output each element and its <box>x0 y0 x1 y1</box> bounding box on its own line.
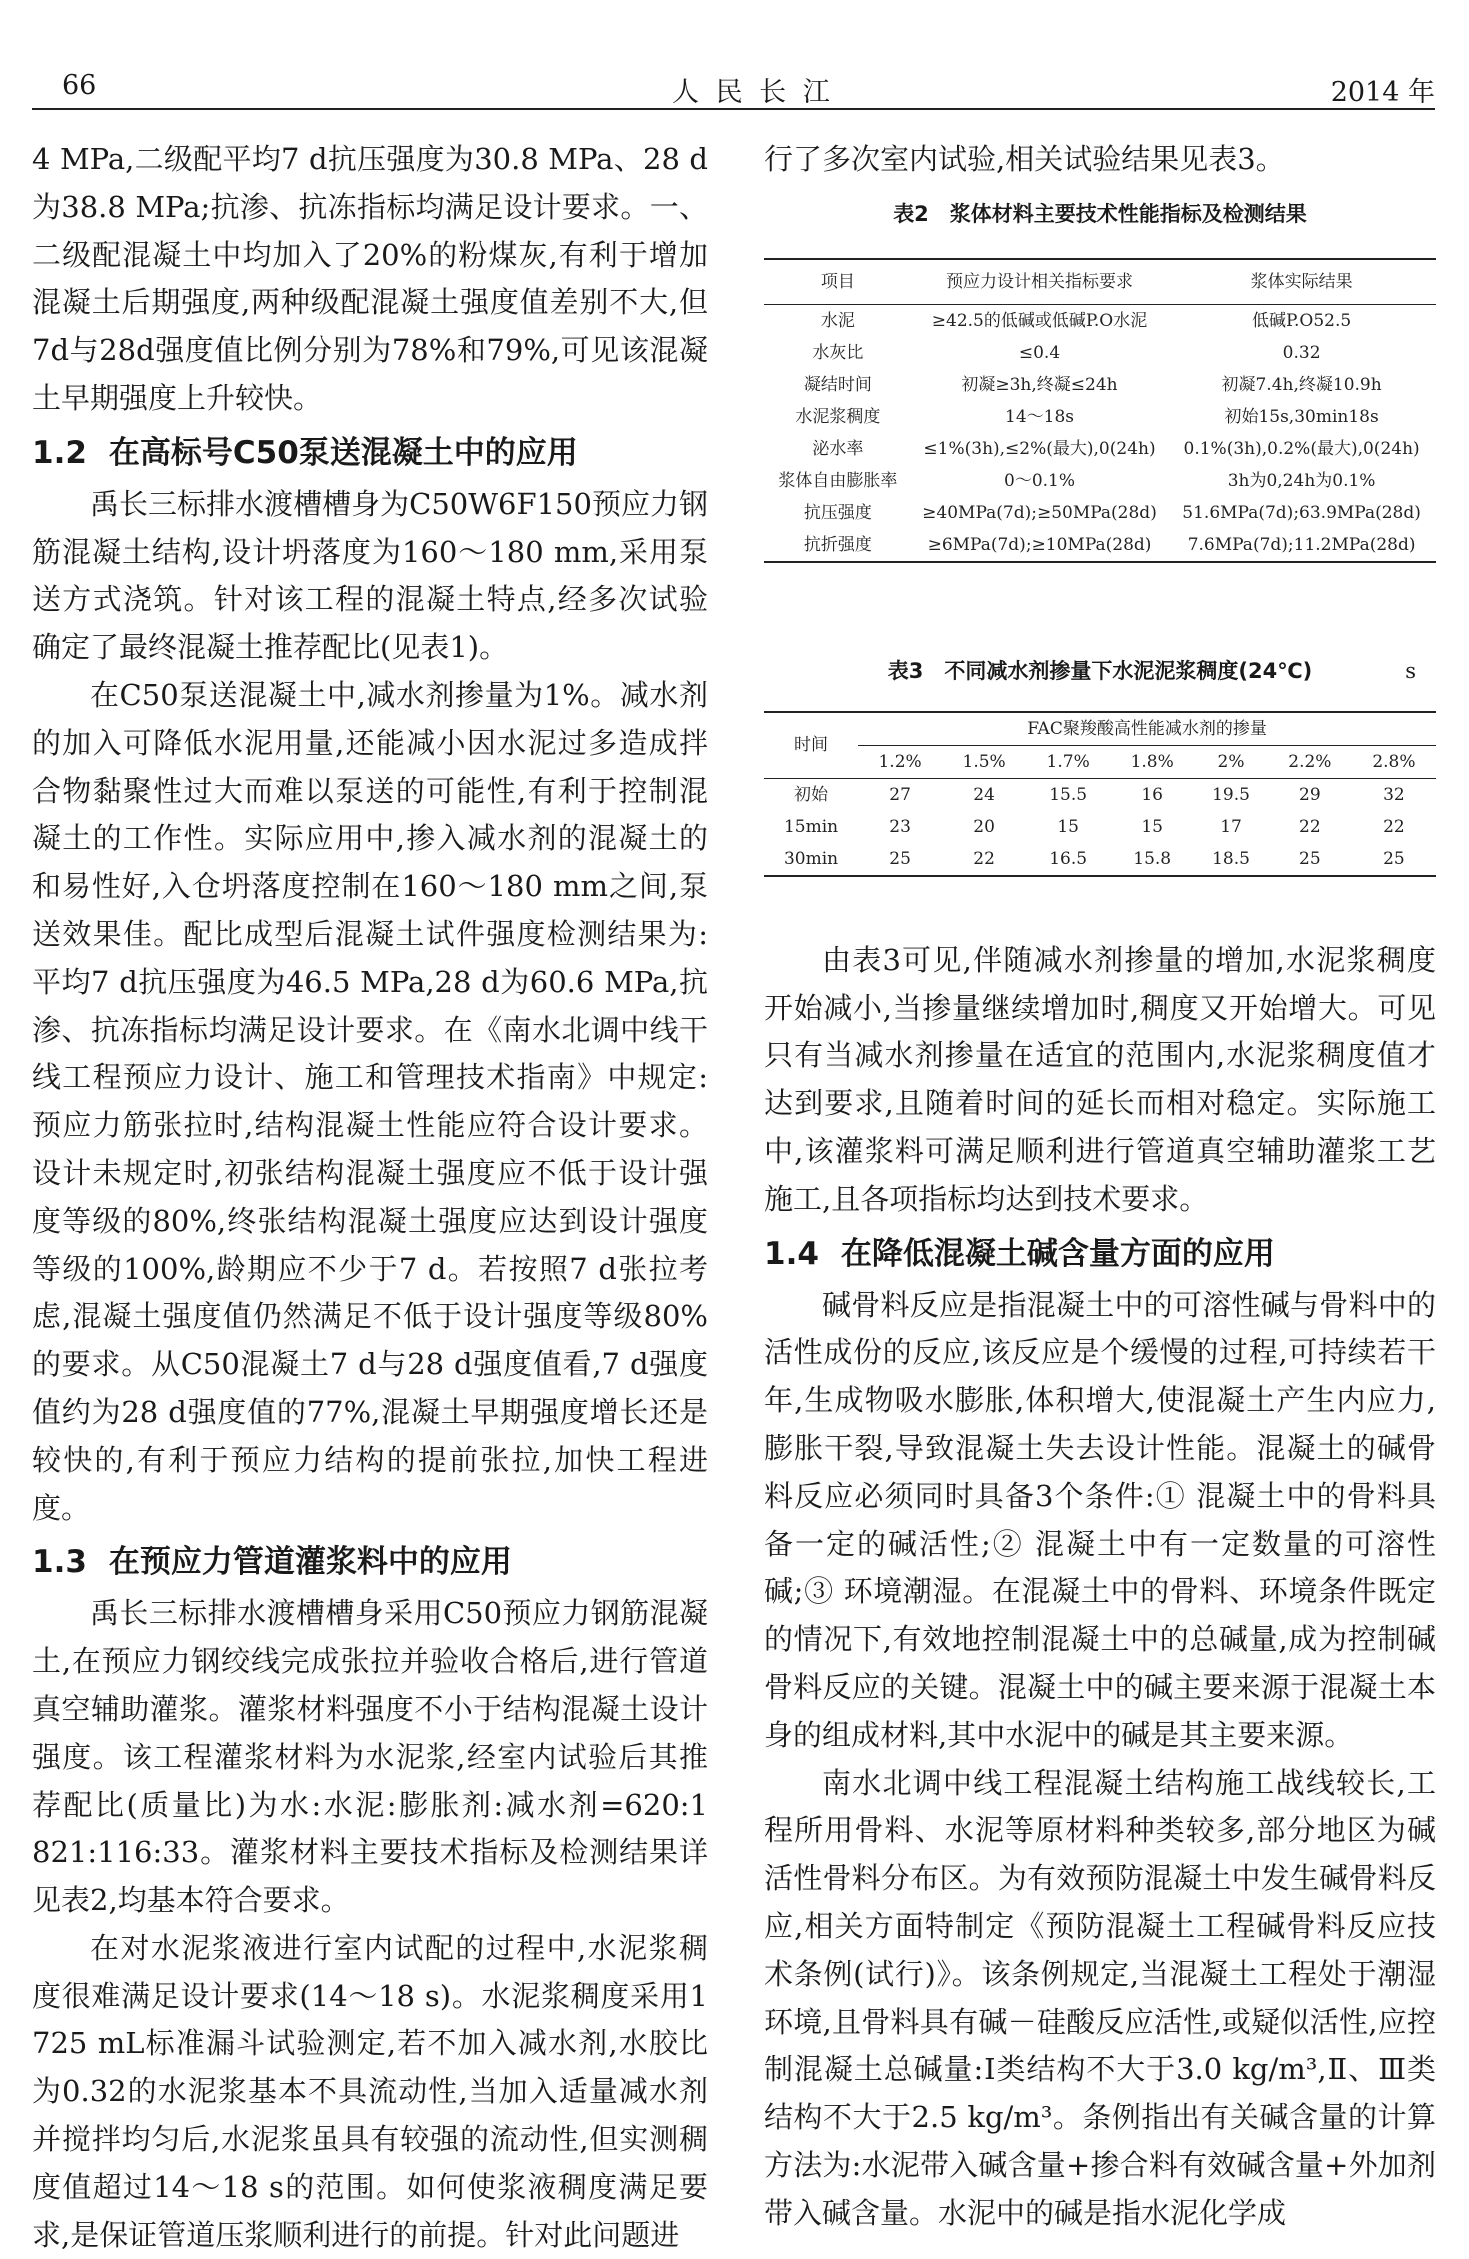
table-row <box>764 433 1436 465</box>
table-row <box>764 529 1436 562</box>
year: 2014 年 <box>1330 77 1435 108</box>
table-cell: 15 <box>1141 816 1163 837</box>
col-header: 项目 <box>764 259 912 305</box>
table-cell: 22 <box>1299 816 1321 837</box>
table-cell: ≤1%(3h),≤2%(最大),0(24h) <box>923 438 1156 459</box>
table-cell: 浆体自由膨胀率 <box>778 470 898 491</box>
table-cell: 23 <box>889 816 911 837</box>
table-cell: 15.5 <box>1049 784 1088 805</box>
table-3-title: 表3 不同减水剂掺量下水泥泥浆稠度(24℃) s <box>764 651 1436 691</box>
table-cell: 24 <box>973 784 995 805</box>
col-header: 2.8% <box>1372 751 1416 772</box>
journal-name: 人 民 长 江 <box>672 77 834 108</box>
paragraph: 禹长三标排水渡槽槽身为C50W6F150预应力钢筋混凝土结构,设计坍落度为160～180 mm,采用泵送方式浇筑。针对该工程的混凝土特点,经多次试验确定了最终混凝土推荐配比(见表1)。 <box>32 486 708 665</box>
table-row <box>764 337 1436 369</box>
page-number: 66 <box>62 70 97 101</box>
paragraph: 在对水泥浆液进行室内试配的过程中,水泥浆稠度很难满足设计要求(14～18 s)。水泥浆稠度采用1 725 mL标准漏斗试验测定,若不加入减水剂,水胶比为0.32的水泥浆基本不具流动性,当加入适量减水剂并搅拌均匀后,水泥浆虽具有较强的流动性,但实测稠度值超过14～18 s的范围。如何使浆液稠度满足要求,是保证管道压浆顺利进行的前提。针对此问题进 <box>32 1930 708 2252</box>
table-row <box>764 843 1436 876</box>
table-cell: 16 <box>1141 784 1163 805</box>
table-cell: 22 <box>1383 816 1405 837</box>
table-cell: 29 <box>1299 784 1321 805</box>
table-cell: 初凝≥3h,终凝≤24h <box>961 374 1118 395</box>
table-cell: 17 <box>1220 816 1242 837</box>
paragraph: 行了多次室内试验,相关试验结果见表3。 <box>764 142 1285 176</box>
table-cell: 水灰比 <box>812 342 864 363</box>
table-cell: 18.5 <box>1212 848 1250 869</box>
table-cell: 抗压强度 <box>803 502 872 523</box>
table-2 <box>764 258 1436 563</box>
table-cell: ≥40MPa(7d);≥50MPa(28d) <box>922 502 1157 523</box>
table-cell: 15.8 <box>1133 848 1172 869</box>
table-row <box>764 465 1436 497</box>
table-2-title: 表2 浆体材料主要技术性能指标及检测结果 <box>893 201 1307 226</box>
left-column <box>32 136 708 2259</box>
row-label: 15min <box>783 816 839 837</box>
right-column <box>764 136 1436 2238</box>
section-heading-1-4: 1.4 在降低混凝土碱含量方面的应用 <box>764 1235 1275 1272</box>
table-cell: 泌水率 <box>812 438 864 459</box>
table-cell: 7.6MPa(7d);11.2MPa(28d) <box>1187 534 1416 555</box>
row-header: 时间 <box>794 735 829 756</box>
table-cell: 初始15s,30min18s <box>1224 406 1379 427</box>
table-row <box>764 778 1436 811</box>
paragraph: 在C50泵送混凝土中,减水剂掺量为1%。减水剂的加入可降低水泥用量,还能减小因水泥过多造成拌合物黏聚性过大而难以泵送的可能性,有利于控制混凝土的工作性。实际应用中,掺入减水剂的混凝土的和易性好,入仓坍落度控制在160～180 mm之间,泵送效果佳。配比成型后混凝土试件强度检测结果为:平均7 d抗压强度为46.5 MPa,28 d为60.6 MPa,抗渗、抗冻指标均满足设计要求。在《南水北调中线干线工程预应力设计、施工和管理技术指南》中规定:预应力筋张拉时,结构混凝土性能应符合设计要求。设计未规定时,初张结构混凝土强度应不低于设计强度等级的80%,终张结构混凝土强度应达到设计强度等级的100%,龄期应不少于7 d。若按照7 d张拉考虑,混凝土强度值仍然满足不低于设计强度等级80%的要求。从C50混凝土7 d与28 d强度值看,7 d强度值约为28 d强度值的77%,混凝土早期强度增长还是较快的,有利于预应力结构的提前张拉,加快工程进度。 <box>32 677 708 1525</box>
table-row <box>764 401 1436 433</box>
col-header: 1.7% <box>1046 751 1090 772</box>
row-label: 初始 <box>794 784 829 805</box>
table-cell: 初凝7.4h,终凝10.9h <box>1221 374 1382 395</box>
paragraph: 禹长三标排水渡槽槽身采用C50预应力钢筋混凝土,在预应力钢绞线完成张拉并验收合格后,进行管道真空辅助灌浆。灌浆材料强度不小于结构混凝土设计强度。该工程灌浆材料为水泥浆,经室内试验后其推荐配比(质量比)为水:水泥:膨胀剂:减水剂=620:1 821:116:33。灌浆材料主要技术指标及检测结果详见表2,均基本符合要求。 <box>32 1596 708 1918</box>
col-header: 2.2% <box>1288 751 1332 772</box>
table-cell: 25 <box>1299 848 1321 869</box>
table-cell: 水泥浆稠度 <box>795 406 881 427</box>
group-header: FAC聚羧酸高性能减水剂的掺量 <box>858 712 1436 746</box>
paragraph: 南水北调中线工程混凝土结构施工战线较长,工程所用骨料、水泥等原材料种类较多,部分地区为碱活性骨料分布区。为有效预防混凝土中发生碱骨料反应,相关方面特制定《预防混凝土工程碱骨料反应技术条例(试行)》。该条例规定,当混凝土工程处于潮湿环境,且骨料具有碱－硅酸反应活性,或疑似活性,应控制混凝土总碱量:Ⅰ类结构不大于3.0 kg/m³,Ⅱ、Ⅲ类结构不大于2.5 kg/m³。条例指出有关碱含量的计算方法为:水泥带入碱含量+掺合料有效碱含量+外加剂带入碱含量。水泥中的碱是指水泥化学成 <box>764 1765 1436 2230</box>
table-cell: 51.6MPa(7d);63.9MPa(28d) <box>1182 502 1421 523</box>
table-cell: 19.5 <box>1212 784 1250 805</box>
table-row <box>764 304 1436 337</box>
col-header: 1.8% <box>1130 751 1174 772</box>
table-cell: ≥6MPa(7d);≥10MPa(28d) <box>927 534 1152 555</box>
section-heading-1-2: 1.2 在高标号C50泵送混凝土中的应用 <box>32 434 578 471</box>
table-cell: 3h为0,24h为0.1% <box>1227 470 1376 491</box>
table-cell: 15 <box>1057 816 1079 837</box>
col-header: 预应力设计相关指标要求 <box>912 259 1167 305</box>
unit-label: s <box>1405 658 1416 683</box>
table-cell: 16.5 <box>1049 848 1088 869</box>
table-cell: 20 <box>973 816 995 837</box>
running-header <box>32 66 1435 110</box>
paragraph: 由表3可见,伴随减水剂掺量的增加,水泥浆稠度开始减小,当掺量继续增加时,稠度又开始增大。可见只有当减水剂掺量在适宜的范围内,水泥浆稠度值才达到要求,且随着时间的延长而相对稳定。实际施工中,该灌浆料可满足顺利进行管道真空辅助灌浆工艺施工,且各项指标均达到技术要求。 <box>764 942 1437 1216</box>
section-heading-1-3: 1.3 在预应力管道灌浆料中的应用 <box>32 1544 512 1581</box>
paragraph: 4 MPa,二级配平均7 d抗压强度为30.8 MPa、28 d为38.8 MPa;抗渗、抗冻指标均满足设计要求。一、二级配混凝土中均加入了20%的粉煤灰,有利于增加混凝土后期强度,两种级配混凝土强度值差别不大,但7d与28d强度值比例分别为78%和79%,可见该混凝土早期强度上升较快。 <box>32 142 708 415</box>
table-cell: 凝结时间 <box>803 374 872 395</box>
col-header: 1.2% <box>878 751 922 772</box>
table-cell: 抗折强度 <box>803 534 872 555</box>
table-cell: 水泥 <box>820 310 855 331</box>
table-row <box>764 369 1436 401</box>
col-header: 1.5% <box>962 751 1006 772</box>
col-header: 浆体实际结果 <box>1167 259 1436 305</box>
table-cell: 27 <box>889 784 911 805</box>
row-label: 30min <box>783 848 839 869</box>
table-cell: 0～0.1% <box>1004 470 1076 491</box>
table-cell: 0.32 <box>1282 342 1321 363</box>
table-cell: 25 <box>1383 848 1405 869</box>
table-cell: 低碱P.O52.5 <box>1252 310 1352 331</box>
table-cell: ≤0.4 <box>1018 342 1061 363</box>
table-row <box>764 497 1436 529</box>
col-header: 2% <box>1217 751 1245 772</box>
table-cell: 32 <box>1383 784 1405 805</box>
paragraph: 碱骨料反应是指混凝土中的可溶性碱与骨料中的活性成份的反应,该反应是个缓慢的过程,可持续若干年,生成物吸水膨胀,体积增大,使混凝土产生内应力,膨胀干裂,导致混凝土失去设计性能。混凝土的碱骨料反应必须同时具备3个条件:① 混凝土中的骨料具备一定的碱活性;② 混凝土中有一定数量的可溶性碱;③ 环境潮湿。在混凝土中的骨料、环境条件既定的情况下,有效地控制混凝土中的总碱量,成为控制碱骨料反应的关键。混凝土中的碱主要来源于混凝土本身的组成材料,其中水泥中的碱是其主要来源。 <box>764 1287 1436 1752</box>
table-cell: 0.1%(3h),0.2%(最大),0(24h) <box>1183 438 1420 459</box>
table-cell: 22 <box>973 848 995 869</box>
table-cell: 14～18s <box>1005 406 1074 427</box>
table-cell: 25 <box>889 848 911 869</box>
table-3 <box>764 711 1436 877</box>
table-cell: ≥42.5的低碱或低碱P.O水泥 <box>931 310 1148 331</box>
table-row <box>764 811 1436 843</box>
